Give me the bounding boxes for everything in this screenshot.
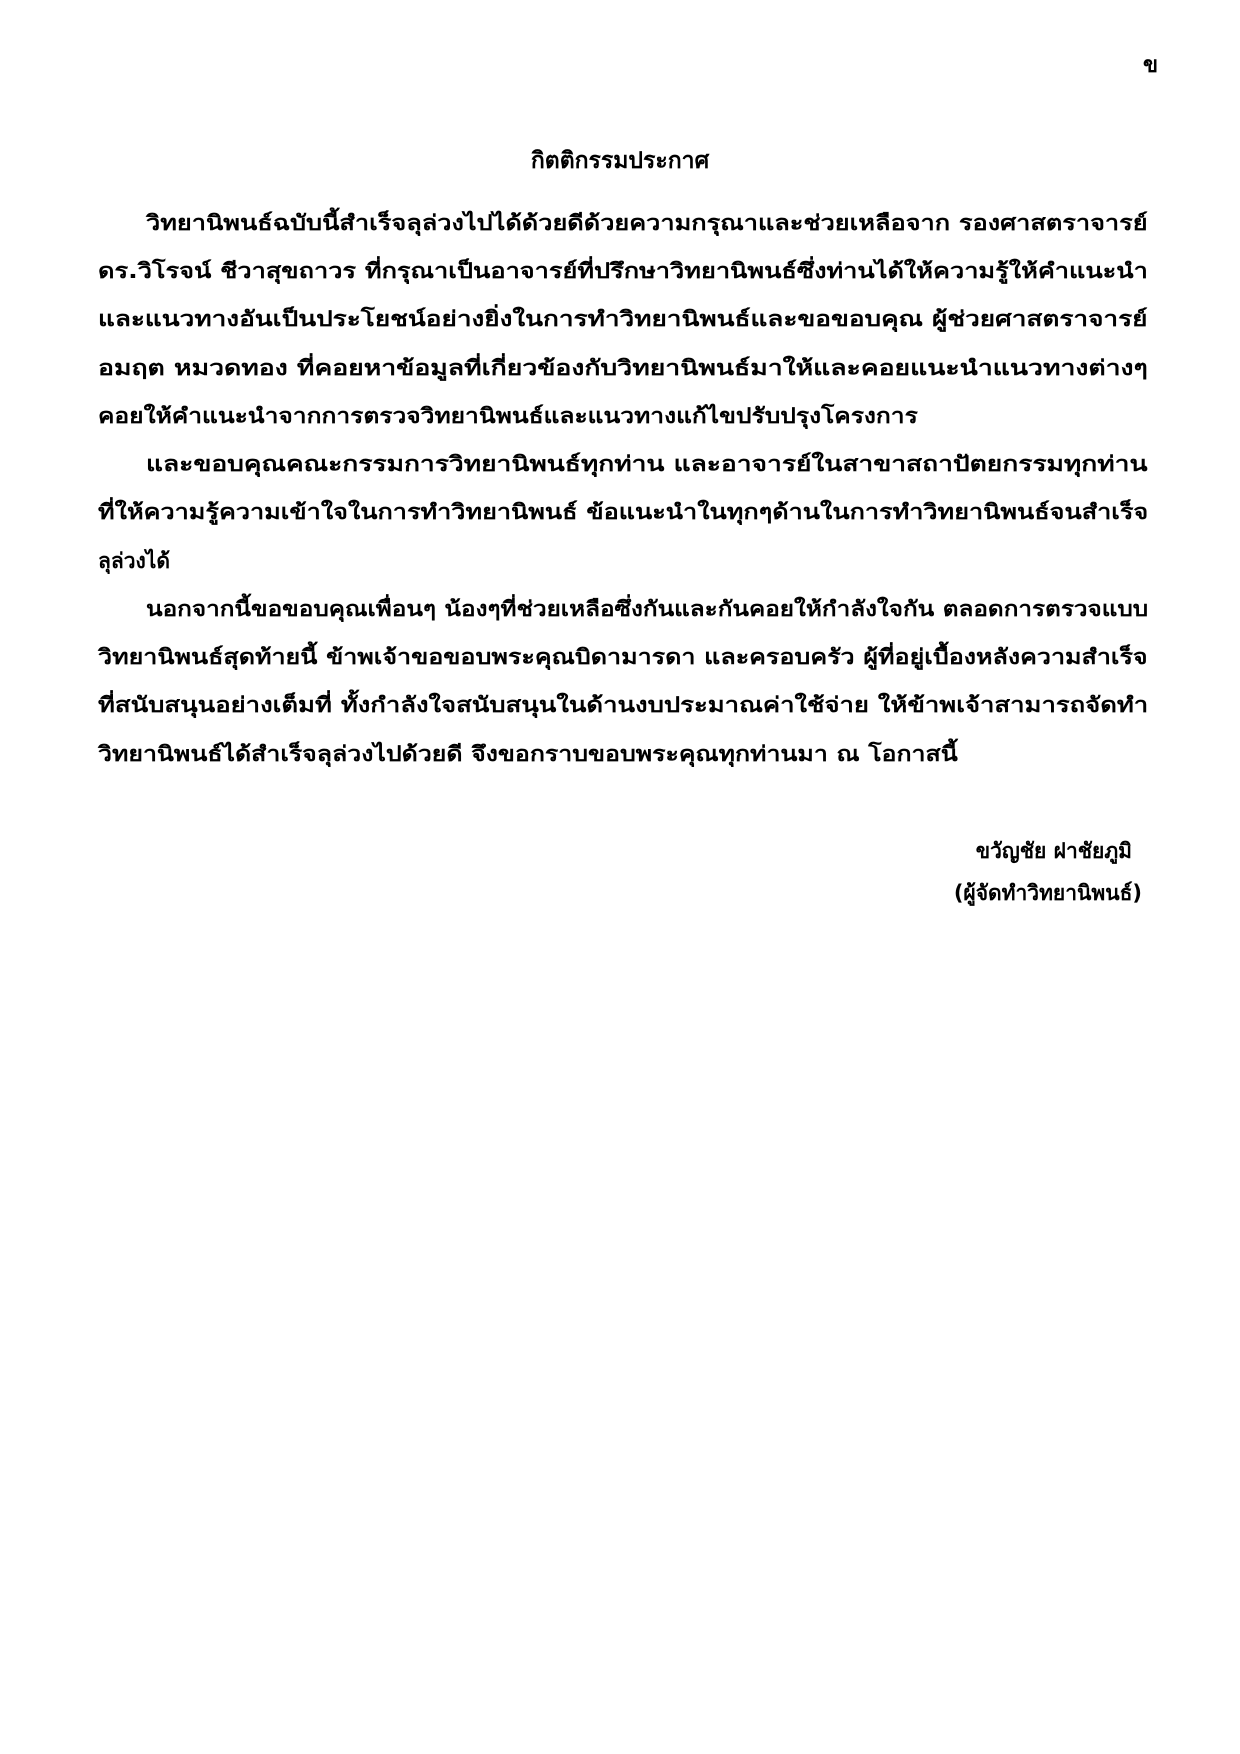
page-number: ข — [1142, 53, 1158, 78]
body-line: และขอบคุณคณะกรรมการวิทยานิพนธ์ทุกท่าน และอาจารย์ในสาขาสถาปัตยกรรมทุกท่าน — [146, 452, 1148, 476]
document-title: กิตติกรรมประกาศ — [530, 148, 710, 174]
body-line: วิทยานิพนธ์ฉบับนี้สำเร็จลุล่วงไปได้ด้วยดีด้วยความกรุณาและช่วยเหลือจาก รองศาสตราจารย์ — [146, 211, 1148, 235]
body-line: นอกจากนี้ขอขอบคุณเพื่อนๆ น้องๆที่ช่วยเหลือซึ่งกันและกันคอยให้กำลังใจกัน ตลอดการตรวจแบบ — [146, 597, 1149, 621]
body-line: คอยให้คำแนะนำจากการตรวจวิทยานิพนธ์และแนวทางแก้ไขปรับปรุงโครงการ — [98, 404, 918, 428]
signature-name: ขวัญชัย ฝาชัยภูมิ — [975, 839, 1132, 863]
body-line: วิทยานิพนธ์สุดท้ายนี้ ข้าพเจ้าขอขอบพระคุณบิดามารดา และครอบครัว ผู้ที่อยู่เบื้องหลังความสำเร็จ — [98, 645, 1148, 669]
body-line: อมฤต หมวดทอง ที่คอยหาข้อมูลที่เกี่ยวข้องกับวิทยานิพนธ์มาให้และคอยแนะนำแนวทางต่างๆ — [98, 356, 1148, 380]
body-line: ที่ให้ความรู้ความเข้าใจในการทำวิทยานิพนธ์ ข้อแนะนำในทุกๆด้านในการทำวิทยานิพนธ์จนสำเร็จ — [98, 500, 1149, 524]
body-line: และแนวทางอันเป็นประโยชน์อย่างยิ่งในการทำวิทยานิพนธ์และขอขอบคุณ ผู้ช่วยศาสตราจารย์ — [98, 307, 1148, 331]
body-line: ลุล่วงได้ — [98, 549, 170, 573]
body-line: วิทยานิพนธ์ได้สำเร็จลุล่วงไปด้วยดี จึงขอกราบขอบพระคุณทุกท่านมา ณ โอกาสนี้ — [98, 742, 958, 766]
body-line: ดร.วิโรจน์ ชีวาสุขถาวร ที่กรุณาเป็นอาจารย์ที่ปรึกษาวิทยานิพนธ์ซึ่งท่านได้ให้ความรู้ให้คำแนะนำ — [98, 259, 1148, 283]
body-line: ที่สนับสนุนอย่างเต็มที่ ทั้งกำลังใจสนับสนุนในด้านงบประมาณค่าใช้จ่าย ให้ข้าพเจ้าสามารถจัดทำ — [98, 693, 1149, 717]
signature-role: (ผู้จัดทำวิทยานิพนธ์) — [953, 881, 1142, 905]
